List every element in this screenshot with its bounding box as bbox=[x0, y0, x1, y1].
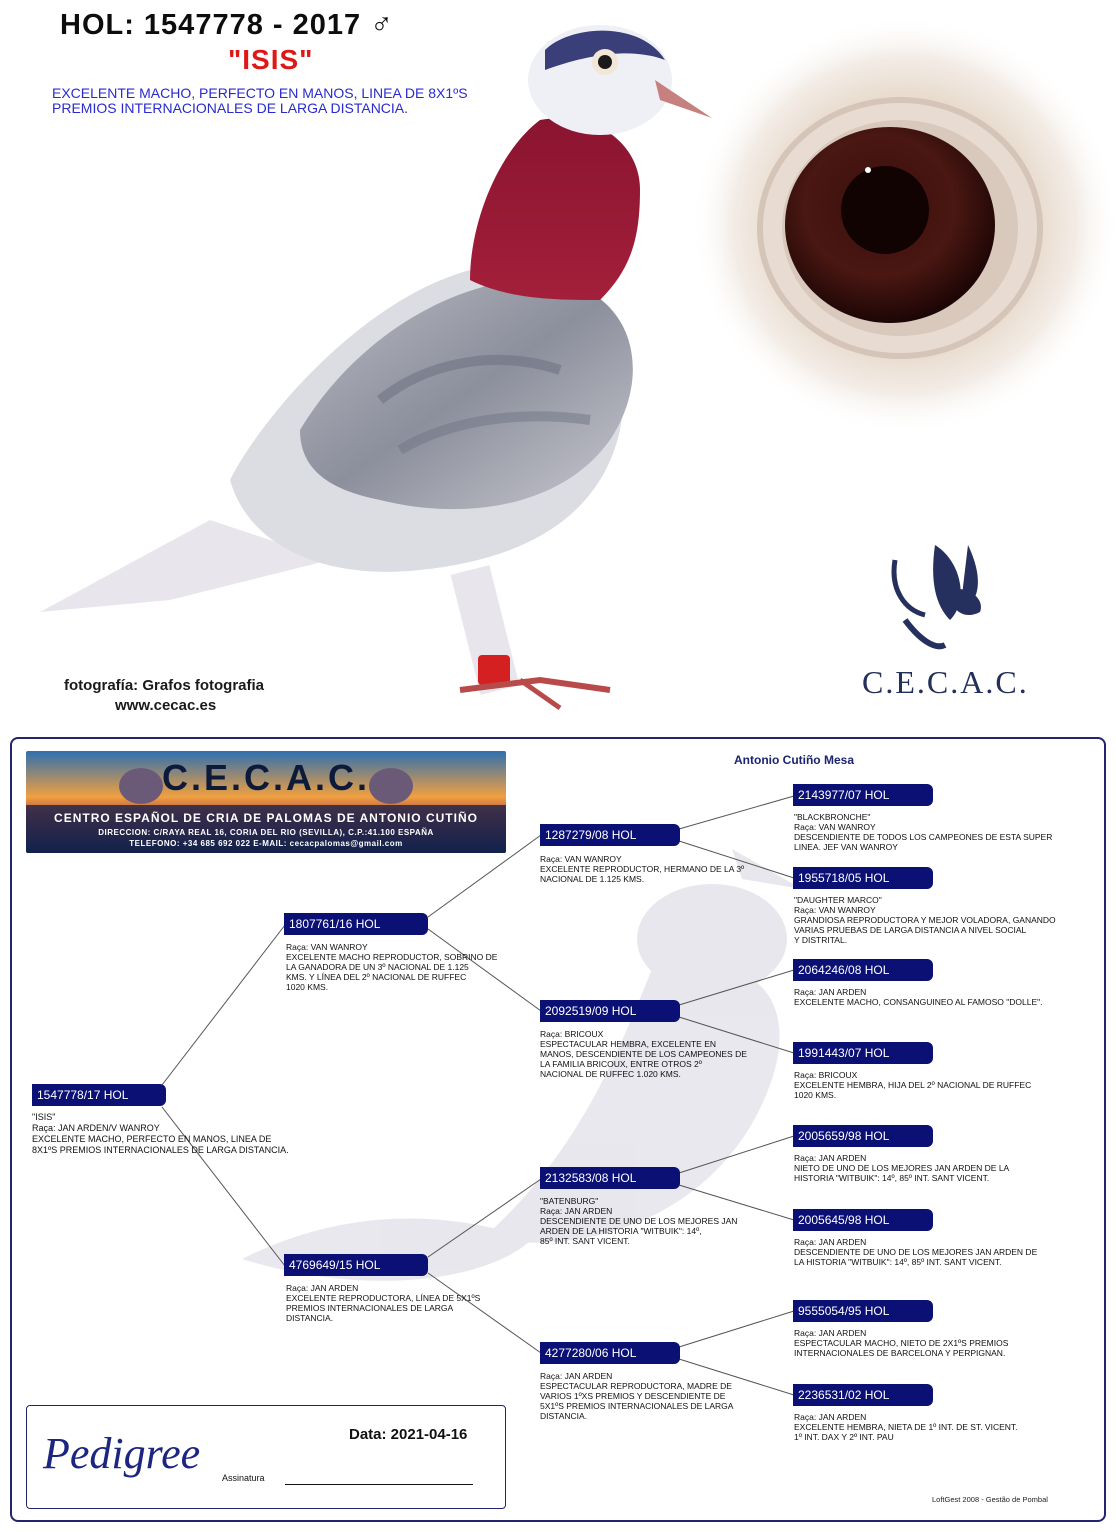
ggp-info-2 bbox=[794, 895, 1056, 945]
ggp-info-line: Raça: VAN WANROY bbox=[794, 822, 876, 832]
ggp-info-line: Raça: JAN ARDEN bbox=[794, 1328, 867, 1338]
sire-info-line: EXCELENTE MACHO REPRODUCTOR, SOBRINO DE bbox=[286, 952, 498, 962]
ggp-info-line: Raça: VAN WANROY bbox=[794, 905, 876, 915]
ggp-info-3 bbox=[794, 987, 1043, 1007]
dam-sire-info-line: Raça: JAN ARDEN bbox=[540, 1206, 613, 1216]
dam-sire-info-line: DESCENDIENTE DE UNO DE LOS MEJORES JAN bbox=[540, 1216, 738, 1226]
ggp-ring-2[interactable]: 1955718/05 HOL bbox=[793, 867, 933, 889]
subject-info-line: Raça: JAN ARDEN/V WANROY bbox=[32, 1123, 160, 1133]
ggp-info-line: Raça: JAN ARDEN bbox=[794, 1412, 867, 1422]
dam-ring[interactable]: 4769649/15 HOL bbox=[284, 1254, 428, 1276]
pigeon-photo bbox=[40, 25, 712, 708]
ggp-info-line: VARIAS PRUEBAS DE LARGA DISTANCIA A NIVEL SOCIAL bbox=[794, 925, 1027, 935]
sire-info-line: KMS. Y LÍNEA DEL 2º NACIONAL DE RUFFEC bbox=[286, 972, 467, 982]
dam-sire-info-line: "BATENBURG" bbox=[540, 1196, 599, 1206]
subject-info-line: 8X1ºS PREMIOS INTERNACIONALES DE LARGA DISTANCIA. bbox=[32, 1145, 289, 1155]
ggp-info-line: Raça: JAN ARDEN bbox=[794, 1153, 867, 1163]
ggp-info-line: NIETO DE UNO DE LOS MEJORES JAN ARDEN DE LA bbox=[794, 1163, 1010, 1173]
ggp-info-line: Raça: JAN ARDEN bbox=[794, 1237, 867, 1247]
sire-dam-info-line: LA FAMILIA BRICOUX, ENTRE OTROS 2º bbox=[540, 1059, 702, 1069]
sire-dam-info-line: Raça: BRICOUX bbox=[540, 1029, 604, 1039]
ggp-info-line: ESPECTACULAR MACHO, NIETO DE 2X1ºS PREMIOS bbox=[794, 1338, 1009, 1348]
software-credit: LoftGest 2008 - Gestão de Pombal bbox=[932, 1495, 1048, 1504]
banner-subtitle: CENTRO ESPAÑOL DE CRIA DE PALOMAS DE ANTONIO CUTIÑO bbox=[54, 811, 478, 825]
banner-title: C.E.C.A.C. bbox=[161, 757, 370, 798]
ggp-info-line: EXCELENTE HEMBRA, NIETA DE 1º INT. DE ST. VICENT. bbox=[794, 1422, 1018, 1432]
dam-sire-info bbox=[540, 1196, 737, 1246]
ggp-info-line: GRANDIOSA REPRODUCTORA Y MEJOR VOLADORA, GANANDO bbox=[794, 915, 1056, 925]
subject-info-line: "ISIS" bbox=[32, 1112, 56, 1122]
sire-sire-ring[interactable]: 1287279/08 HOL bbox=[540, 824, 680, 846]
sire-dam-info bbox=[540, 1029, 747, 1079]
dam-sire-info-line: 85º INT. SANT VICENT. bbox=[540, 1236, 630, 1246]
sire-dam-ring[interactable]: 2092519/09 HOL bbox=[540, 1000, 680, 1022]
signature-label: Assinatura bbox=[222, 1473, 265, 1483]
sire-sire-info-line: Raça: VAN WANROY bbox=[540, 854, 622, 864]
ggp-info-4 bbox=[794, 1070, 1031, 1100]
ggp-info-line: EXCELENTE MACHO, CONSANGUINEO AL FAMOSO "DOLLE". bbox=[794, 997, 1043, 1007]
ggp-info-line: Raça: JAN ARDEN bbox=[794, 987, 867, 997]
ggp-info-line: DESCENDIENTE DE UNO DE LOS MEJORES JAN ARDEN DE bbox=[794, 1247, 1038, 1257]
banner-address: DIRECCION: C/RAYA REAL 16, CORIA DEL RIO (SEVILLA), C.P.:41.100 ESPAÑA bbox=[98, 828, 434, 837]
dam-dam-info-line: Raça: JAN ARDEN bbox=[540, 1371, 613, 1381]
subject-info-line: EXCELENTE MACHO, PERFECTO EN MANOS, LINEA DE bbox=[32, 1134, 272, 1144]
ggp-ring-7[interactable]: 9555054/95 HOL bbox=[793, 1300, 933, 1322]
leg-ring bbox=[478, 655, 510, 685]
ggp-info-line: EXCELENTE HEMBRA, HIJA DEL 2º NACIONAL DE RUFFEC bbox=[794, 1080, 1032, 1090]
ring-title bbox=[60, 8, 394, 42]
pedigree-chart bbox=[10, 737, 1106, 1522]
sire-sire-info-line: NACIONAL DE 1.125 KMS. bbox=[540, 874, 645, 884]
ggp-info-line: DESCENDIENTE DE TODOS LOS CAMPEONES DE ESTA SUPER bbox=[794, 832, 1053, 842]
pigeon-description: EXCELENTE MACHO, PERFECTO EN MANOS, LINEA DE 8X1ºS PREMIOS INTERNACIONALES DE LARGA DISTANCIA. bbox=[52, 85, 468, 116]
subject-ring[interactable]: 1547778/17 HOL bbox=[32, 1084, 166, 1106]
ggp-ring-4[interactable]: 1991443/07 HOL bbox=[793, 1042, 933, 1064]
ggp-info-line: 1º INT. DAX Y 2º INT. PAU bbox=[794, 1432, 894, 1442]
sire-info-line: 1020 KMS. bbox=[286, 982, 329, 992]
dam-info bbox=[286, 1283, 480, 1323]
ggp-info-line: HISTORIA "WITBUIK": 14º, 85º INT. SANT VICENT. bbox=[794, 1173, 990, 1183]
sire-ring[interactable]: 1807761/16 HOL bbox=[284, 913, 428, 935]
ggp-ring-8[interactable]: 2236531/02 HOL bbox=[793, 1384, 933, 1406]
subject-info bbox=[32, 1112, 289, 1156]
ggp-ring-3[interactable]: 2064246/08 HOL bbox=[793, 959, 933, 981]
ggp-info-line: Y DISTRITAL. bbox=[794, 935, 848, 945]
sire-dam-info-line: ESPECTACULAR HEMBRA, EXCELENTE EN bbox=[540, 1039, 717, 1049]
ggp-info-6 bbox=[794, 1237, 1037, 1267]
dam-info-line: Raça: JAN ARDEN bbox=[286, 1283, 359, 1293]
banner-contact: TELEFONO: +34 685 692 022 E-MAIL: cecacpalomas@gmail.com bbox=[129, 839, 403, 848]
sire-info-line: LA GANADORA DE UN 3º NACIONAL DE 1.125 bbox=[286, 962, 469, 972]
owner-name: Antonio Cutiño Mesa bbox=[734, 753, 854, 767]
ggp-info-line: "BLACKBRONCHE" bbox=[794, 812, 871, 822]
ggp-ring-1[interactable]: 2143977/07 HOL bbox=[793, 784, 933, 806]
ggp-ring-6[interactable]: 2005645/98 HOL bbox=[793, 1209, 933, 1231]
ggp-info-1 bbox=[794, 812, 1052, 852]
sire-sire-info-line: EXCELENTE REPRODUCTOR, HERMANO DE LA 3º bbox=[540, 864, 745, 874]
pigeon-name: "ISIS" bbox=[228, 44, 314, 75]
signature-box bbox=[26, 1405, 506, 1509]
ggp-info-line: LA HISTORIA "WITBUIK": 14º, 85º INT. SANT VICENT. bbox=[794, 1257, 1002, 1267]
sire-info-line: Raça: VAN WANROY bbox=[286, 942, 368, 952]
male-symbol-icon: ♂ bbox=[370, 8, 394, 41]
dam-dam-ring[interactable]: 4277280/06 HOL bbox=[540, 1342, 680, 1364]
ggp-info-5 bbox=[794, 1153, 1009, 1183]
ggp-info-8 bbox=[794, 1412, 1018, 1442]
dam-info-line: DISTANCIA. bbox=[286, 1313, 334, 1323]
dam-dam-info-line: VARIOS 1ºXS PREMIOS Y DESCENDIENTE DE bbox=[540, 1391, 726, 1401]
sire-info bbox=[286, 942, 497, 992]
dove-logo-icon bbox=[894, 545, 981, 646]
dam-dam-info-line: ESPECTACULAR REPRODUCTORA, MADRE DE bbox=[540, 1381, 732, 1391]
ggp-info-line: LINEA. JEF VAN WANROY bbox=[794, 842, 898, 852]
ggp-info-line: "DAUGHTER MARCO" bbox=[794, 895, 882, 905]
brand-wordmark: C.E.C.A.C. bbox=[862, 664, 1029, 700]
ggp-info-line: INTERNACIONALES DE BARCELONA Y PERPIGNAN. bbox=[794, 1348, 1006, 1358]
ggp-info-7 bbox=[794, 1328, 1008, 1358]
photo-credit: fotografía: Grafos fotografia bbox=[64, 677, 265, 694]
issue-date: Data: 2021-04-16 bbox=[349, 1426, 468, 1443]
signature-line[interactable] bbox=[285, 1484, 473, 1485]
ggp-ring-5[interactable]: 2005659/98 HOL bbox=[793, 1125, 933, 1147]
sire-dam-info-line: NACIONAL DE RUFFEC 1.020 KMS. bbox=[540, 1069, 681, 1079]
dam-info-line: EXCELENTE REPRODUCTORA, LÍNEA DE 5X1ºS bbox=[286, 1293, 481, 1303]
dam-dam-info bbox=[540, 1371, 733, 1421]
dam-sire-info-line: ARDEN DE LA HISTORIA "WITBUIK": 14º, bbox=[540, 1226, 702, 1236]
ggp-info-line: 1020 KMS. bbox=[794, 1090, 837, 1100]
dam-dam-info-line: 5X1ºS PREMIOS INTERNACIONALES DE LARGA bbox=[540, 1401, 734, 1411]
ggp-info-line: Raça: BRICOUX bbox=[794, 1070, 858, 1080]
sire-sire-info bbox=[540, 854, 744, 884]
pedigree-heading: Pedigree bbox=[43, 1429, 201, 1478]
dam-sire-ring[interactable]: 2132583/08 HOL bbox=[540, 1167, 680, 1189]
website-link[interactable]: www.cecac.es bbox=[115, 697, 217, 714]
dam-info-line: PREMIOS INTERNACIONALES DE LARGA bbox=[286, 1303, 454, 1313]
cecac-banner bbox=[26, 751, 506, 853]
ring-number: HOL: 1547778 - 2017 bbox=[60, 9, 362, 41]
hero-section bbox=[0, 0, 1116, 730]
dam-dam-info-line: DISTANCIA. bbox=[540, 1411, 588, 1421]
eye-closeup bbox=[690, 15, 1116, 435]
sire-dam-info-line: MANOS, DESCENDIENTE DE LOS CAMPEONES DE bbox=[540, 1049, 747, 1059]
